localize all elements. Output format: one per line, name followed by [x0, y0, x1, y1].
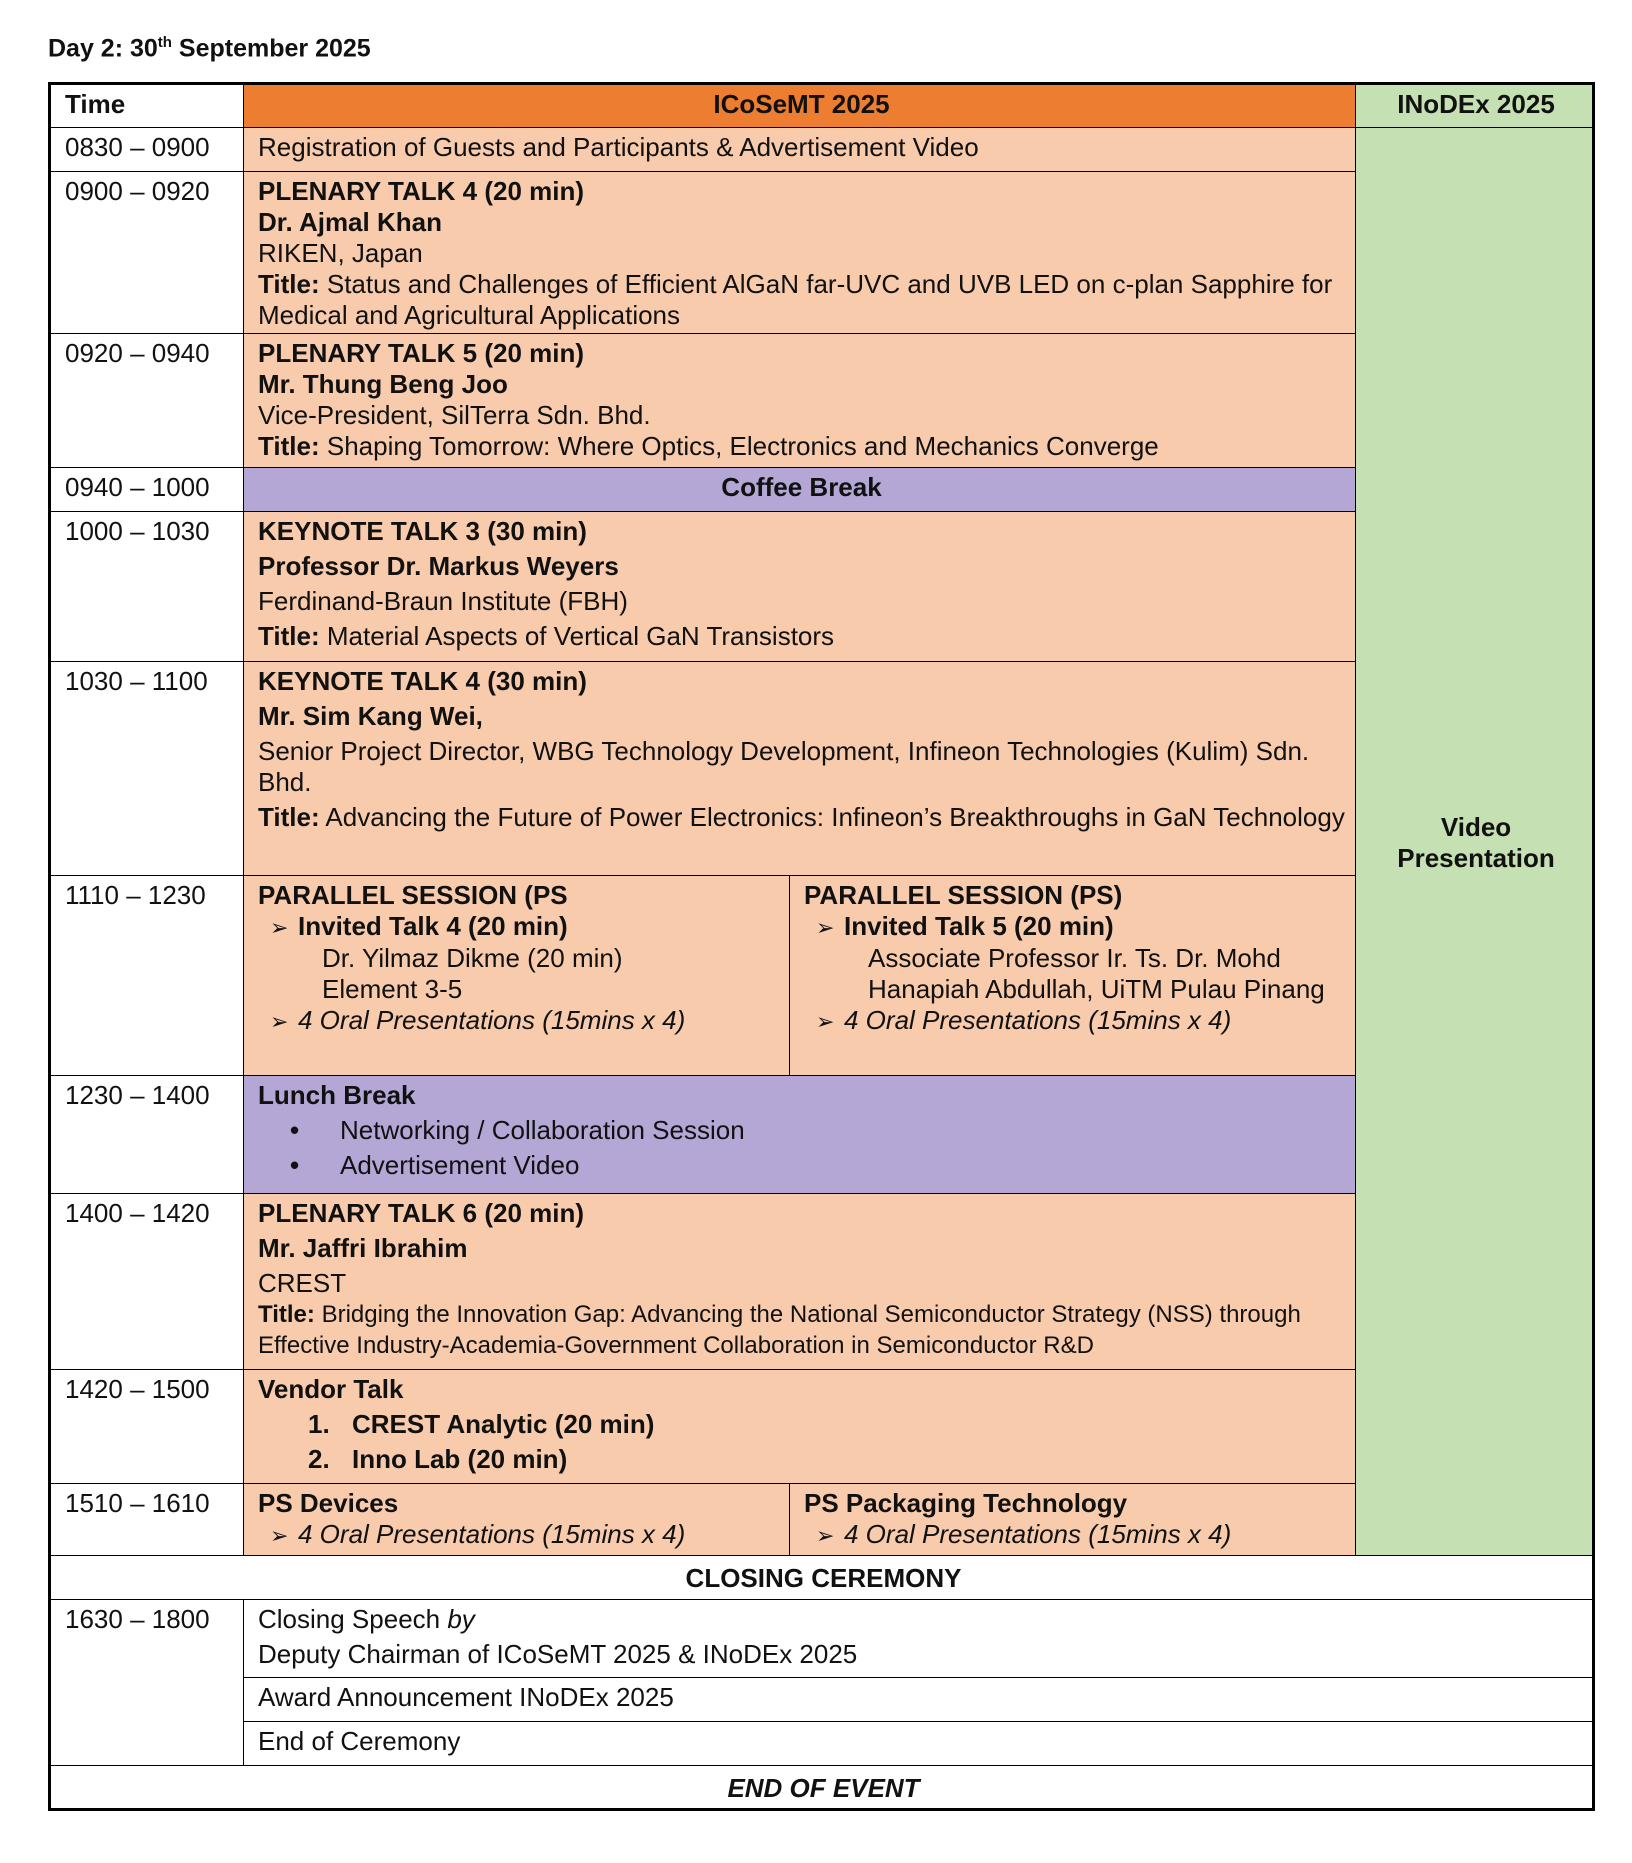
- arrow-bullet-icon: [270, 1519, 298, 1549]
- table-row: [50, 1766, 1594, 1810]
- closing-speech-by: by: [447, 1604, 475, 1634]
- talk-title: Advancing the Future of Power Electronics: Infineon’s Breakthroughs in GaN Technology: [319, 802, 1345, 832]
- oral-presentations: 4 Oral Presentations (15mins x 4): [298, 1519, 686, 1549]
- time-cell: 0900 – 0920: [50, 172, 244, 334]
- time-cell: 1230 – 1400: [50, 1076, 244, 1194]
- plenary-talk-6-cell: [244, 1194, 1356, 1370]
- arrow-bullet-icon: [270, 1005, 298, 1035]
- day-title-sup: th: [157, 34, 172, 51]
- plenary-talk-4-cell: [244, 172, 1356, 334]
- ps-packaging-cell: [790, 1484, 1356, 1556]
- speaker-affiliation: Element 3-5: [322, 974, 463, 1004]
- table-row: [50, 1556, 1594, 1600]
- title-label: Title:: [258, 802, 320, 832]
- session-heading: PLENARY TALK 6 (20 min): [258, 1198, 585, 1228]
- arrow-bullet-icon: [816, 1005, 844, 1035]
- header-icosemt: ICoSeMT 2025: [244, 84, 1356, 128]
- list-number: 2.: [308, 1444, 330, 1474]
- speaker-name: Professor Dr. Markus Weyers: [258, 551, 619, 581]
- talk-title: Shaping Tomorrow: Where Optics, Electronics and Mechanics Converge: [319, 431, 1159, 461]
- talk-title: Status and Challenges of Efficient AlGaN far-UVC and UVB LED on c-plan Sapphire for Medical and Agricultural Applications: [258, 269, 1333, 330]
- session-heading: KEYNOTE TALK 3 (30 min): [258, 516, 587, 546]
- coffee-break-cell: Coffee Break: [244, 468, 1356, 512]
- schedule-table: [48, 82, 1595, 1811]
- list-item: [258, 1115, 1345, 1146]
- speaker-name: Mr. Sim Kang Wei,: [258, 701, 483, 731]
- list-item-text: Networking / Collaboration Session: [340, 1115, 745, 1145]
- speaker-name: Mr. Thung Beng Joo: [258, 369, 508, 399]
- title-label: Title:: [258, 269, 320, 299]
- session-heading: PLENARY TALK 4 (20 min): [258, 176, 585, 206]
- lunch-break-cell: [244, 1076, 1356, 1194]
- bullet-icon: •: [290, 1115, 300, 1145]
- title-label: Title:: [258, 431, 320, 461]
- bullet-icon: •: [290, 1150, 300, 1180]
- speaker-affiliation: Ferdinand-Braun Institute (FBH): [258, 586, 628, 616]
- speaker-name: Mr. Jaffri Ibrahim: [258, 1233, 468, 1263]
- session-heading: PLENARY TALK 5 (20 min): [258, 338, 585, 368]
- speaker-name: Associate Professor Ir. Ts. Dr. Mohd Hanapiah Abdullah, UiTM Pulau Pinang: [868, 943, 1325, 1004]
- session-heading: PS Devices: [258, 1488, 399, 1518]
- session-heading: PS Packaging Technology: [804, 1488, 1128, 1518]
- list-item-text: Inno Lab (20 min): [352, 1444, 568, 1474]
- inodex-line1: Video: [1440, 811, 1512, 842]
- talk-title: Material Aspects of Vertical GaN Transistors: [319, 621, 835, 651]
- session-heading: PARALLEL SESSION (PS): [804, 880, 1123, 910]
- arrow-bullet-icon: [816, 1519, 844, 1549]
- award-announcement-cell: Award Announcement INoDEx 2025: [244, 1678, 1594, 1722]
- table-row: [50, 1600, 1594, 1678]
- vendor-talk-cell: [244, 1370, 1356, 1484]
- time-cell: 1510 – 1610: [50, 1484, 244, 1556]
- inodex-video-cell: [1356, 128, 1594, 1556]
- list-number: 1.: [308, 1409, 330, 1439]
- arrow-bullet-icon: [270, 911, 298, 941]
- oral-presentations: 4 Oral Presentations (15mins x 4): [844, 1005, 1232, 1035]
- title-label: Title:: [258, 1301, 315, 1328]
- parallel-session-right-cell: [790, 876, 1356, 1076]
- header-inodex: INoDEx 2025: [1356, 84, 1594, 128]
- time-cell: 0940 – 1000: [50, 468, 244, 512]
- day-title-prefix: Day 2: 30: [48, 34, 158, 63]
- header-time: Time: [50, 84, 244, 128]
- speaker-affiliation: RIKEN, Japan: [258, 238, 423, 268]
- time-cell: 1030 – 1100: [50, 662, 244, 876]
- time-cell: 0830 – 0900: [50, 128, 244, 172]
- invited-talk: Invited Talk 5 (20 min): [844, 911, 1114, 941]
- closing-speech-speaker: Deputy Chairman of ICoSeMT 2025 & INoDEx 2025: [258, 1639, 858, 1669]
- end-of-event-cell: END OF EVENT: [50, 1766, 1594, 1810]
- talk-title: Bridging the Innovation Gap: Advancing the National Semiconductor Strategy (NSS) through Effective Industry-Academia-Government Collaboration in Semiconductor R&D: [258, 1301, 1301, 1359]
- oral-presentations: 4 Oral Presentations (15mins x 4): [298, 1005, 686, 1035]
- time-cell: 1000 – 1030: [50, 512, 244, 662]
- speaker-affiliation: Vice-President, SilTerra Sdn. Bhd.: [258, 400, 651, 430]
- table-row: [50, 128, 1594, 172]
- closing-speech-cell: [244, 1600, 1594, 1678]
- plenary-talk-5-cell: [244, 334, 1356, 468]
- table-row: [50, 1722, 1594, 1766]
- time-cell: 1110 – 1230: [50, 876, 244, 1076]
- keynote-talk-3-cell: [244, 512, 1356, 662]
- list-item: [258, 1409, 1345, 1440]
- table-row: [50, 1678, 1594, 1722]
- ps-devices-cell: [244, 1484, 790, 1556]
- page-title: [48, 34, 371, 63]
- session-heading: Vendor Talk: [258, 1374, 404, 1404]
- speaker-name: Dr. Yilmaz Dikme (20 min): [322, 943, 623, 973]
- list-item-text: Advertisement Video: [340, 1150, 580, 1180]
- speaker-affiliation: CREST: [258, 1268, 347, 1298]
- invited-talk: Invited Talk 4 (20 min): [298, 911, 568, 941]
- closing-speech-prefix: Closing Speech: [258, 1604, 448, 1634]
- keynote-talk-4-cell: [244, 662, 1356, 876]
- inodex-line2: Presentation: [1397, 842, 1555, 873]
- list-item: [258, 1150, 1345, 1181]
- closing-ceremony-heading: CLOSING CEREMONY: [50, 1556, 1594, 1600]
- speaker-affiliation: Senior Project Director, WBG Technology Development, Infineon Technologies (Kulim) Sdn. Bhd.: [258, 736, 1310, 797]
- day-title-suffix: September 2025: [171, 34, 371, 63]
- header-row: [50, 84, 1594, 128]
- list-item-text: CREST Analytic (20 min): [352, 1409, 655, 1439]
- arrow-bullet-icon: [816, 911, 844, 941]
- title-label: Title:: [258, 621, 320, 651]
- session-heading: PARALLEL SESSION (PS: [258, 880, 568, 910]
- end-of-ceremony-cell: End of Ceremony: [244, 1722, 1594, 1766]
- parallel-session-left-cell: [244, 876, 790, 1076]
- registration-cell: Registration of Guests and Participants & Advertisement Video: [244, 128, 1356, 172]
- session-heading: Lunch Break: [258, 1080, 416, 1110]
- time-cell: 1630 – 1800: [50, 1600, 244, 1766]
- speaker-name: Dr. Ajmal Khan: [258, 207, 442, 237]
- session-heading: KEYNOTE TALK 4 (30 min): [258, 666, 587, 696]
- list-item: [258, 1444, 1345, 1475]
- time-cell: 1420 – 1500: [50, 1370, 244, 1484]
- time-cell: 0920 – 0940: [50, 334, 244, 468]
- oral-presentations: 4 Oral Presentations (15mins x 4): [844, 1519, 1232, 1549]
- time-cell: 1400 – 1420: [50, 1194, 244, 1370]
